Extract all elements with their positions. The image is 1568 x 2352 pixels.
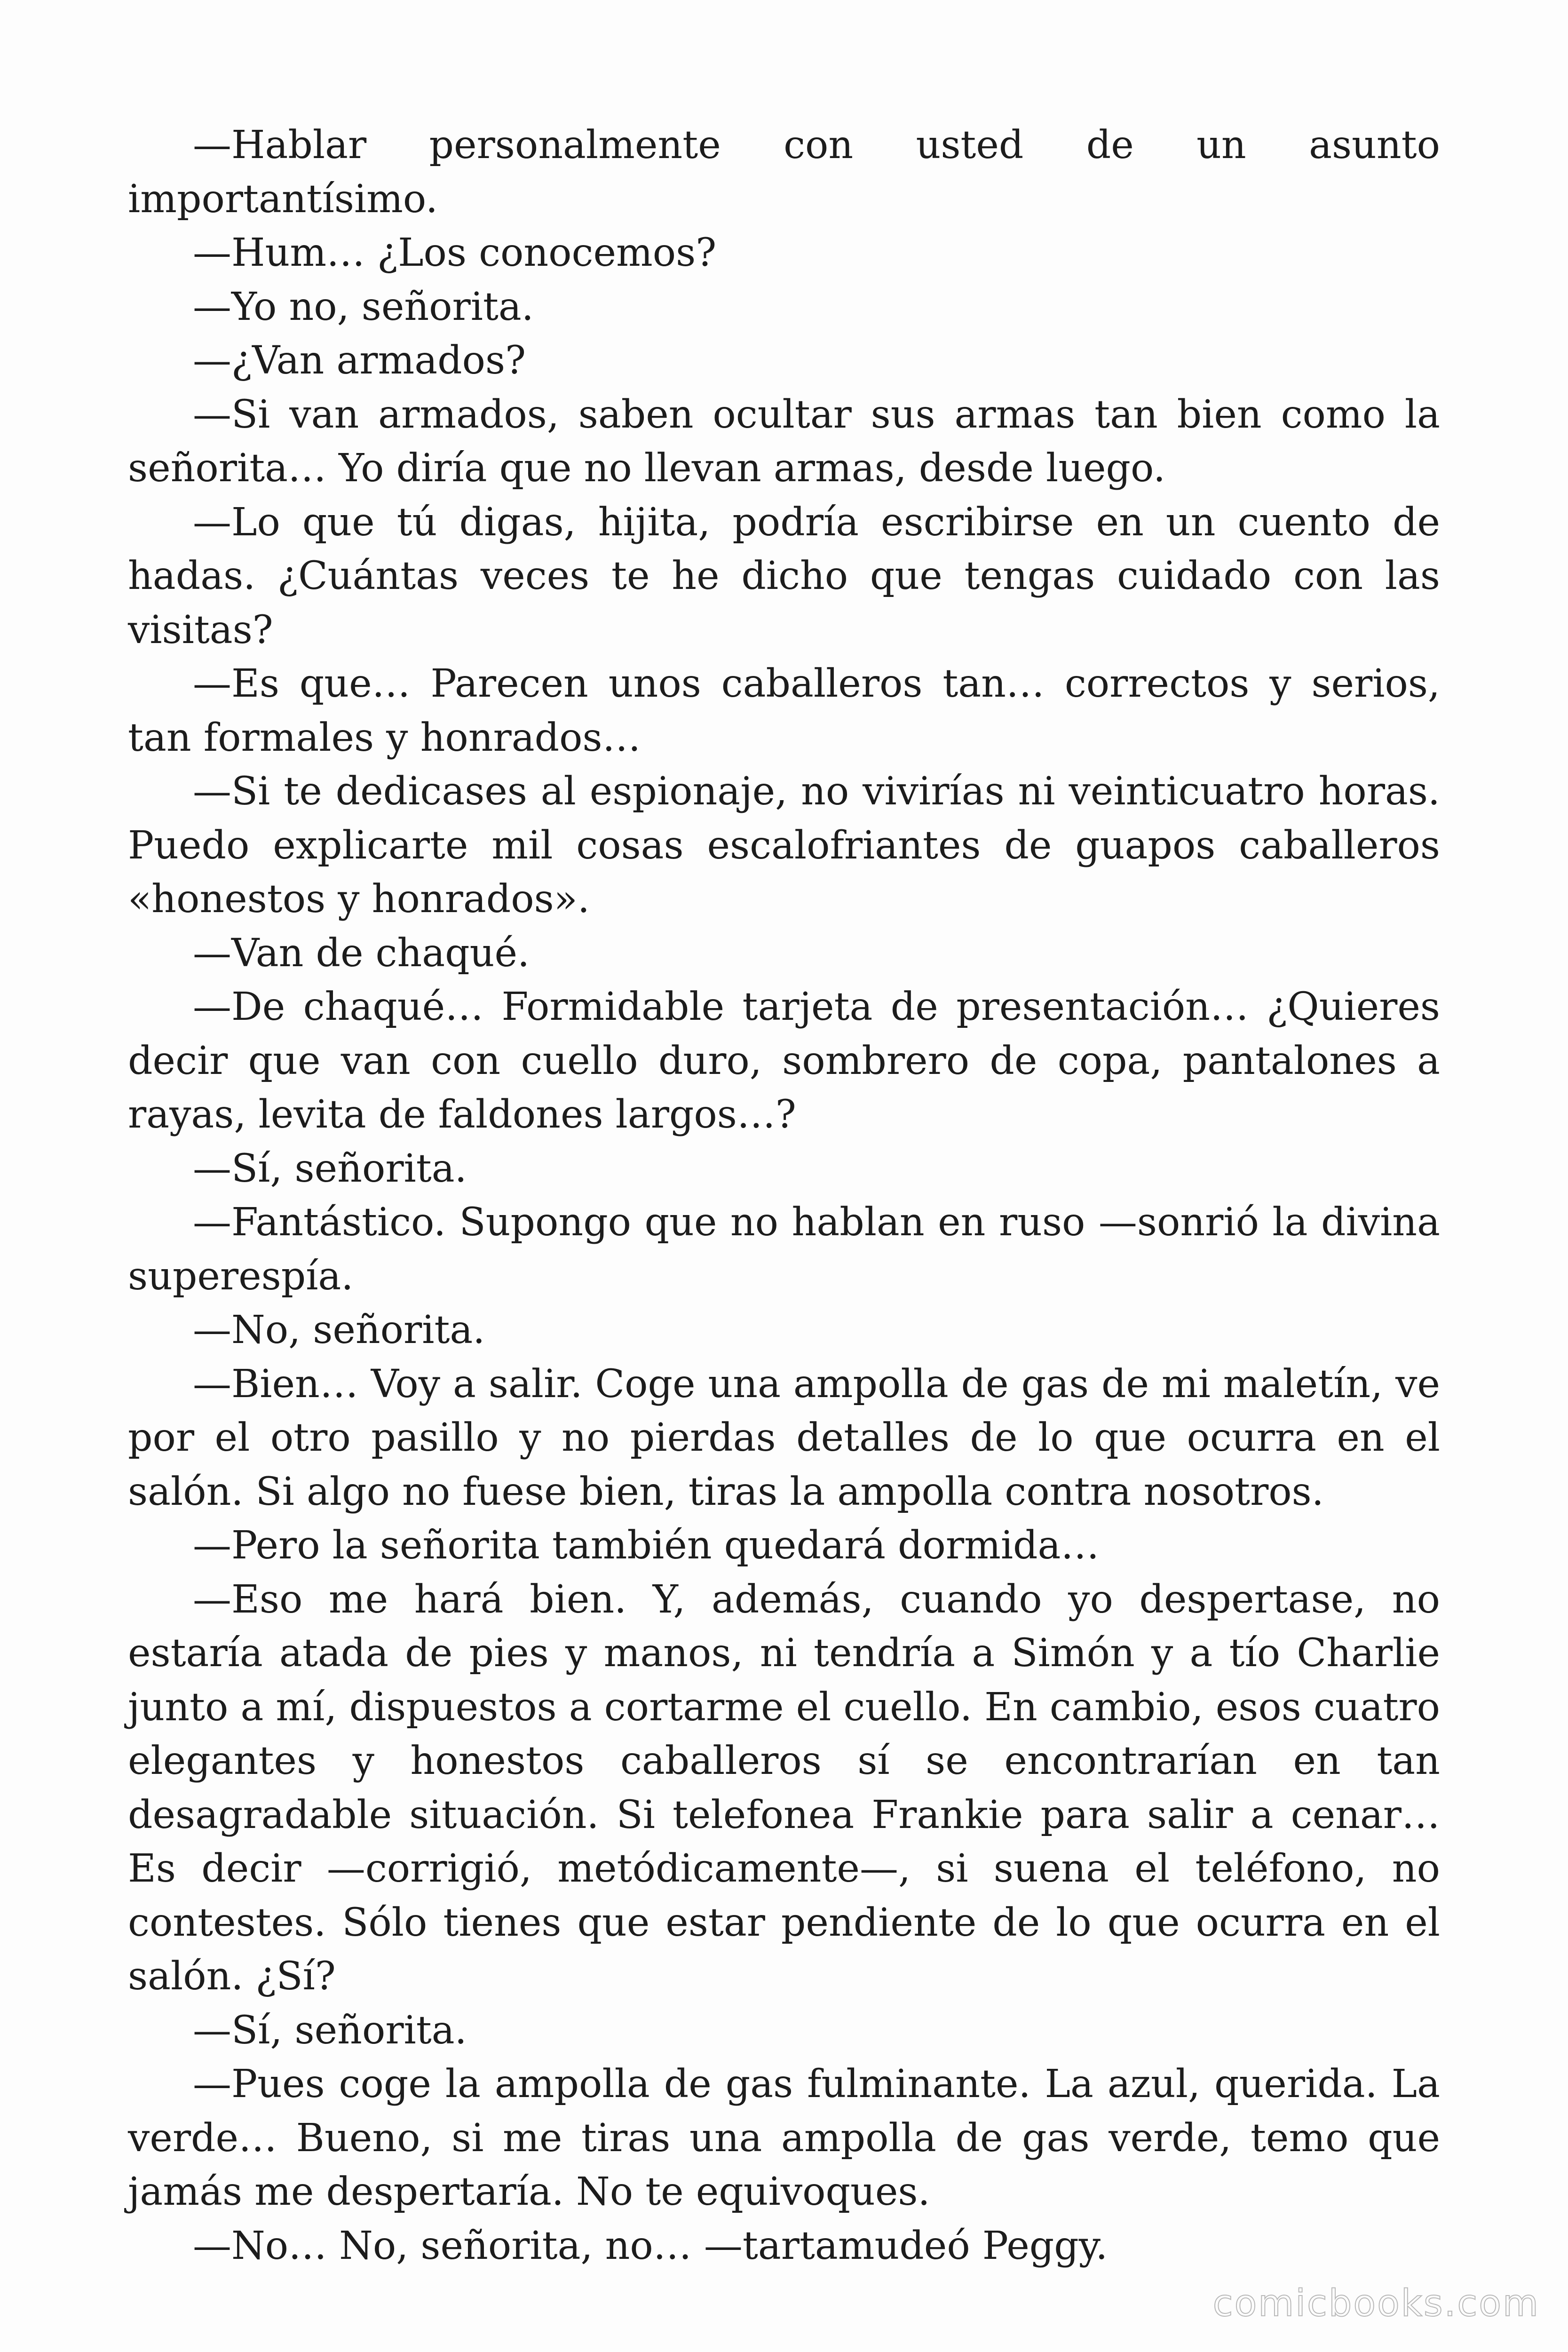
paragraph: —No, señorita.: [193, 1308, 485, 1352]
paragraph: —De chaqué… Formidable tarjeta de presentación… ¿Quieres decir que van con cuello duro, sombrero de copa, pantalones a rayas, levita de faldones largos…?: [128, 985, 1440, 1137]
paragraph: —Fantástico. Supongo que no hablan en ruso —sonrió la divina superespía.: [128, 1200, 1440, 1299]
paragraph: —Sí, señorita.: [193, 1146, 467, 1191]
paragraph: —Lo que tú digas, hijita, podría escribirse en un cuento de hadas. ¿Cuántas veces te he dicho que tengas cuidado con las visitas?: [128, 500, 1440, 652]
paragraph: —Bien… Voy a salir. Coge una ampolla de gas de mi maletín, ve por el otro pasillo y no pierdas detalles de lo que ocurra en el salón. Si algo no fuese bien, tiras la ampolla contra nosotros.: [128, 1361, 1440, 1514]
paragraph: —Eso me hará bien. Y, además, cuando yo despertase, no estaría atada de pies y manos, ni tendría a Simón y a tío Charlie junto a mí, dispuestos a cortarme el cuello. En cambio, esos cuatro elegantes y honestos caballeros sí se encontrarían en tan desagradable situación. Si telefonea Frankie para salir a cenar… Es decir —corrigió, metódicamente—, si suena el teléfono, no contestes. Sólo tienes que estar pendiente de lo que ocurra en el salón. ¿Sí?: [128, 1577, 1440, 1999]
paragraph: —No… No, señorita, no… —tartamudeó Peggy.: [193, 2223, 1108, 2268]
paragraph: —Van de chaqué.: [193, 930, 530, 976]
paragraph: —Si van armados, saben ocultar sus armas tan bien como la señorita… Yo diría que no llevan armas, desde luego.: [128, 392, 1440, 491]
paragraph: —Si te dedicases al espionaje, no vivirías ni veinticuatro horas. Puedo explicarte mil cosas escalofriantes de guapos caballeros «honestos y honrados».: [128, 769, 1440, 922]
paragraph: —Es que… Parecen unos caballeros tan… correctos y serios, tan formales y honrados…: [128, 661, 1440, 760]
watermark: comicbooks.com: [1212, 2282, 1540, 2325]
paragraph: —Hablar personalmente con usted de un asunto importantísimo.: [128, 123, 1440, 222]
paragraph: —Pues coge la ampolla de gas fulminante. La azul, querida. La verde… Bueno, si me tiras una ampolla de gas verde, temo que jamás me despertaría. No te equivoques.: [128, 2062, 1440, 2214]
paragraph: —Pero la señorita también quedará dormida…: [193, 1523, 1100, 1568]
body-text: [128, 119, 1440, 2273]
paragraph: —Yo no, señorita.: [193, 284, 534, 329]
paragraph: —Sí, señorita.: [193, 2008, 467, 2053]
paragraph: —Hum… ¿Los conocemos?: [193, 230, 717, 275]
paragraph: —¿Van armados?: [193, 338, 526, 383]
